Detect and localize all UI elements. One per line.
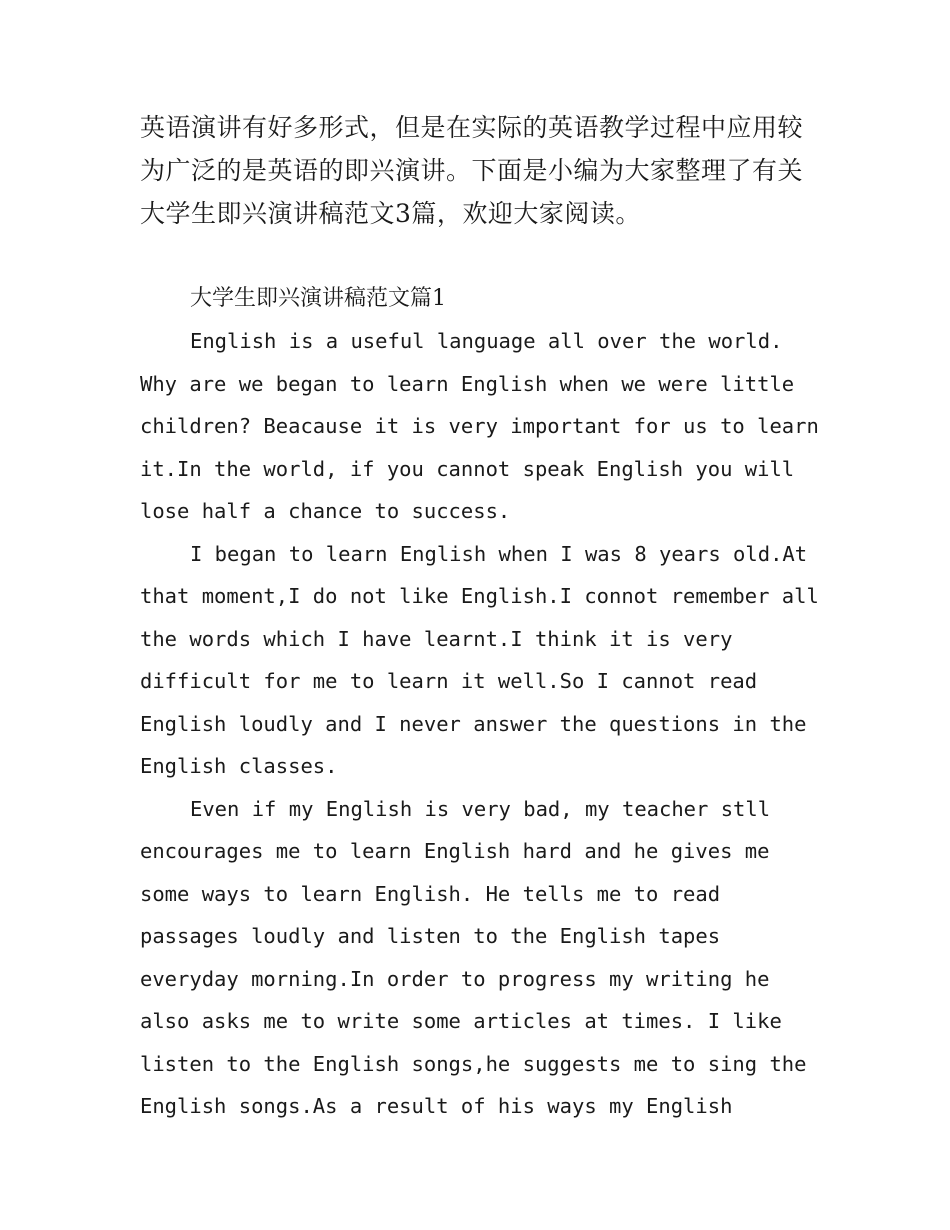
body-paragraph-1: English is a useful language all over the world. Why are we began to learn English when we were little children? Beacause it is very important for us to learn it.In the world, if you cannot speak English you will lose half a chance to success. (140, 329, 819, 523)
body-paragraph-3: Even if my English is very bad, my teacher stll encourages me to learn English hard and he gives me some ways to learn English. He tells me to read passages loudly and listen to the English tapes everyday morning.In order to progress my writing he also asks me to write some articles at times. I like listen to the English songs,he suggests me to sing the English songs.As a result of his ways my English (140, 796, 807, 1118)
body-paragraph-2: I began to learn English when I was 8 years old.At that moment,I do not like English.I connot remember all the words which I have learnt.I think it is very difficult for me to learn it well.So I cannot read English loudly and I never answer the questions in the English classes. (140, 541, 819, 778)
section-title: 大学生即兴演讲稿范文篇1 (190, 286, 446, 311)
document-page (140, 106, 820, 1128)
intro-paragraph: 英语演讲有好多形式，但是在实际的英语教学过程中应用较为广泛的是英语的即兴演讲。下面是小编为大家整理了有关大学生即兴演讲稿范文3篇，欢迎大家阅读。 (140, 113, 804, 228)
